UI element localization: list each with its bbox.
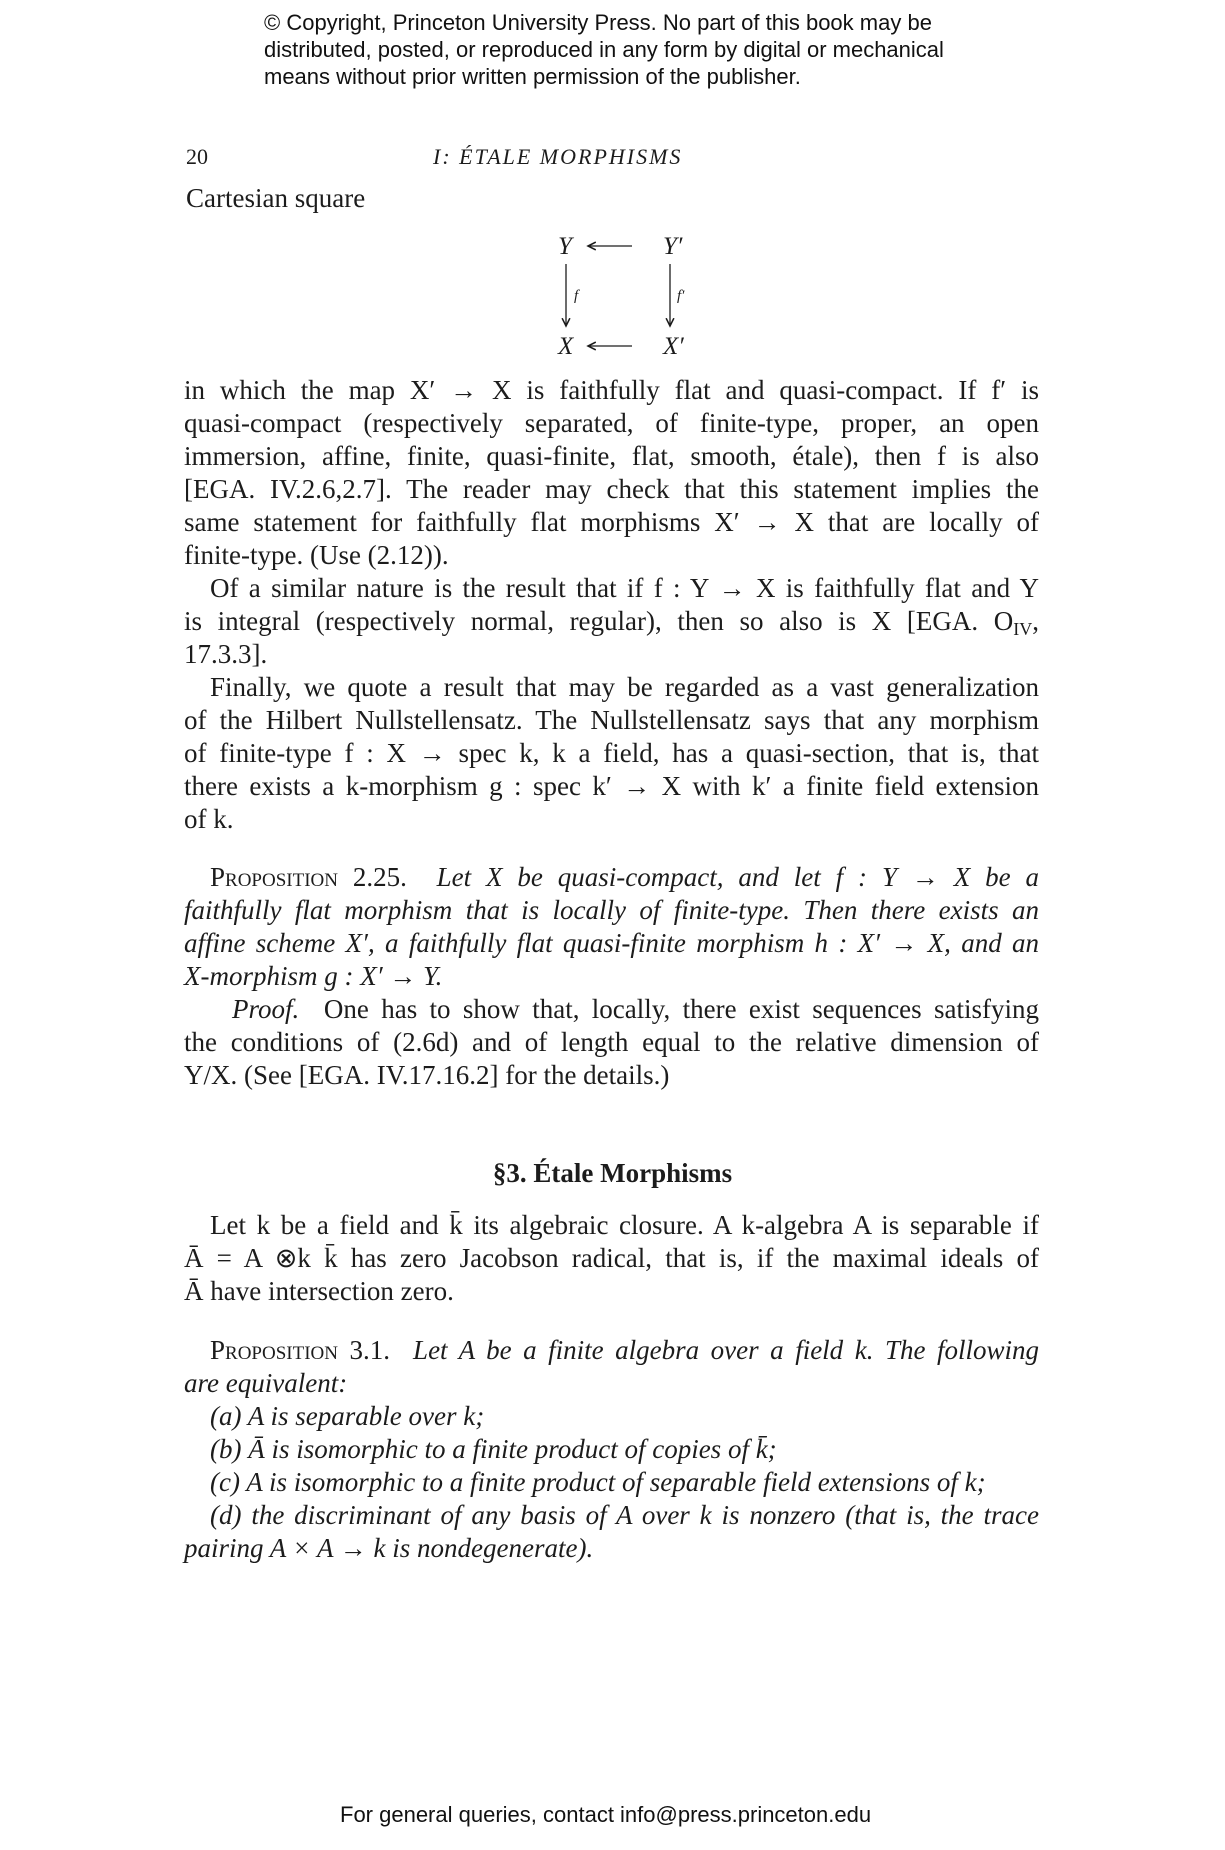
paragraph-line: Finally, we quote a result that may be regarded as a vast generalization bbox=[210, 672, 1039, 702]
paragraph-line: immersion, affine, finite, quasi-finite, flat, smooth, étale), then f is also bbox=[184, 441, 1039, 471]
paragraph-line: of the Hilbert Nullstellensatz. The Nullstellensatz says that any morphism bbox=[184, 705, 1039, 735]
paragraph-line: same statement for faithfully flat morphisms X′ → X that are locally of bbox=[184, 507, 1039, 537]
section-title: §3. Étale Morphisms bbox=[492, 1158, 733, 1188]
proposition-line: are equivalent: bbox=[184, 1368, 348, 1398]
cartesian-square-diagram bbox=[520, 232, 700, 362]
paragraph-line: of finite-type f : X → spec k, k a field, has a quasi-section, that is, that bbox=[184, 738, 1039, 768]
diagram-map-left: f bbox=[574, 288, 579, 304]
paragraph-line: in which the map X′ → X is faithfully flat and quasi-compact. If f′ is bbox=[184, 375, 1039, 405]
proof-line: Y/X. (See [EGA. IV.17.16.2] for the details.) bbox=[184, 1060, 670, 1090]
list-item: (b) Ā is isomorphic to a finite product of copies of k̄; bbox=[210, 1434, 777, 1464]
paragraph-line: quasi-compact (respectively separated, of finite-type, proper, an open bbox=[184, 408, 1039, 438]
paragraph-line: Ā = A ⊗k k̄ has zero Jacobson radical, that is, if the maximal ideals of bbox=[184, 1243, 1039, 1273]
list-item: (a) A is separable over k; bbox=[210, 1401, 485, 1431]
list-item: pairing A × A → k is nondegenerate). bbox=[184, 1533, 594, 1563]
diagram-label-bottom-left: X bbox=[558, 333, 574, 360]
proof-line: Proof. One has to show that, locally, there exist sequences satisfying bbox=[232, 994, 1039, 1024]
paragraph-line: 17.3.3]. bbox=[184, 639, 268, 669]
paragraph-line: finite-type. (Use (2.12)). bbox=[184, 540, 449, 570]
intro-text: Cartesian square bbox=[186, 183, 366, 213]
diagram-label-top-left: Y bbox=[558, 233, 572, 260]
running-head: I: ÉTALE MORPHISMS bbox=[433, 144, 683, 169]
proposition-line: faithfully flat morphism that is locally of finite-type. Then there exists an bbox=[184, 895, 1039, 925]
proof-line: the conditions of (2.6d) and of length equal to the relative dimension of bbox=[184, 1027, 1039, 1057]
copyright-line: © Copyright, Princeton University Press. No part of this book may be bbox=[264, 10, 932, 35]
paragraph-line: Let k be a field and k̄ its algebraic closure. A k-algebra A is separable if bbox=[210, 1210, 1039, 1240]
paragraph-line: is integral (respectively normal, regular), then so also is X [EGA. $O_{IV}$, bbox=[184, 606, 1039, 639]
copyright-line: distributed, posted, or reproduced in any form by digital or mechanical bbox=[264, 37, 944, 62]
footer-contact: For general queries, contact info@press.princeton.edu bbox=[340, 1802, 872, 1827]
diagram-map-right: f′ bbox=[677, 288, 685, 304]
proposition-line: X-morphism g : X′ → Y. bbox=[184, 961, 443, 991]
proof-label: Proof. bbox=[232, 994, 300, 1024]
paragraph-line: of k. bbox=[184, 804, 234, 834]
diagram-label-top-right: Y′ bbox=[663, 233, 683, 260]
copyright-notice bbox=[264, 9, 1024, 90]
proposition-line: affine scheme X′, a faithfully flat quasi-finite morphism h : X′ → X, and an bbox=[184, 928, 1039, 958]
paragraph-line: Of a similar nature is the result that if f : Y → X is faithfully flat and Y bbox=[210, 573, 1039, 603]
proposition-line: Proposition 2.25. Let X be quasi-compact, and let f : Y → X be a bbox=[210, 862, 1039, 892]
copyright-line: means without prior written permission of the publisher. bbox=[264, 64, 801, 89]
proposition-label: Proposition 2.25. bbox=[210, 862, 407, 892]
diagram-label-bottom-right: X′ bbox=[663, 333, 684, 360]
paragraph-line: [EGA. IV.2.6,2.7]. The reader may check that this statement implies the bbox=[184, 474, 1039, 504]
list-item: (d) the discriminant of any basis of A over k is nonzero (that is, the trace bbox=[210, 1500, 1039, 1530]
paragraph-line: there exists a k-morphism g : spec k′ → X with k′ a finite field extension bbox=[184, 771, 1039, 801]
list-item: (c) A is isomorphic to a finite product of separable field extensions of k; bbox=[210, 1467, 986, 1497]
page-number: 20 bbox=[186, 144, 208, 169]
proposition-label: Proposition 3.1. bbox=[210, 1335, 390, 1365]
proposition-line: Proposition 3.1. Let A be a finite algebra over a field k. The following bbox=[210, 1335, 1040, 1365]
paragraph-line: Ā have intersection zero. bbox=[184, 1276, 454, 1306]
